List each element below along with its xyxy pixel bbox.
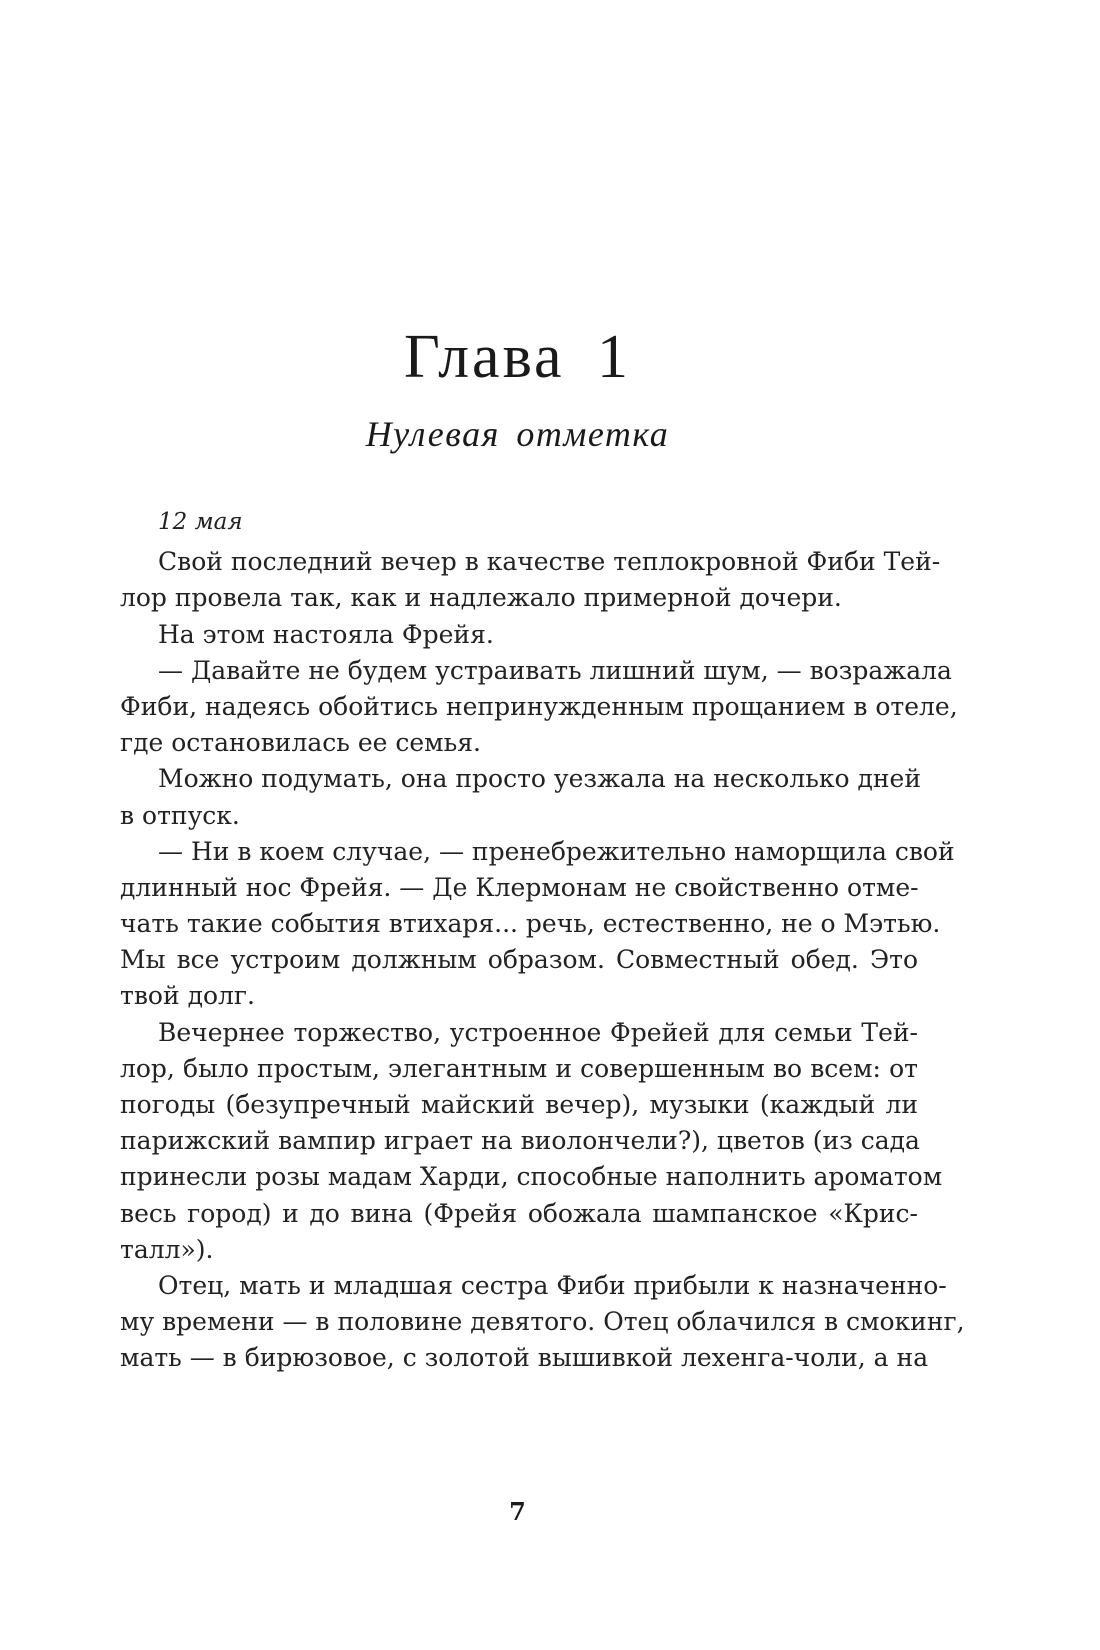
body-text: [120, 504, 965, 1377]
text-line: Фиби, надеясь обойтись непринужденным прощанием в отеле,: [120, 691, 958, 721]
text-line: твой долг.: [120, 981, 255, 1011]
text-line: принесли розы мадам Харди, способные наполнить ароматом: [120, 1162, 943, 1192]
text-line: Свой последний вечер в качестве теплокровной Фиби Тей-: [158, 547, 941, 577]
page-number: 7: [509, 1497, 526, 1526]
text-line: Отец, мать и младшая сестра Фиби прибыли к назначенно-: [158, 1270, 947, 1300]
chapter-title: Глава 1: [403, 323, 632, 391]
text-line: Вечернее торжество, устроенное Фрейей для семьи Тей-: [158, 1017, 918, 1047]
text-line: Мы все устроим должным образом. Совместный обед. Это: [120, 945, 918, 975]
text-line: погоды (безупречный майский вечер), музыки (каждый ли: [120, 1090, 918, 1119]
text-line: лор провела так, как и надлежало примерной дочери.: [120, 583, 842, 613]
text-line: — Давайте не будем устраивать лишний шум, — возражала: [158, 655, 952, 685]
text-line: лор, было простым, элегантным и совершенным во всем: от: [120, 1053, 918, 1083]
text-line: где остановилась ее семья.: [120, 728, 481, 758]
date-heading: 12 мая: [158, 509, 243, 535]
text-line: — Ни в коем случае, — пренебрежительно наморщила свой: [158, 836, 955, 866]
text-line: парижский вампир играет на виолончели?), цветов (из сада: [120, 1126, 920, 1156]
text-line: мать — в бирюзовое, с золотой вышивкой лехенга-чоли, а на: [120, 1343, 929, 1373]
text-line: Можно подумать, она просто уезжала на несколько дней: [158, 764, 921, 794]
text-line: На этом настояла Фрейя.: [158, 619, 494, 649]
paragraph-lines: [120, 544, 965, 1376]
text-line: чать такие события втихаря... речь, естественно, не о Мэтью.: [120, 909, 941, 939]
text-line: весь город) и до вина (Фрейя обожала шампанское «Крис-: [120, 1198, 918, 1228]
text-line: му времени — в половине девятого. Отец облачился в смокинг,: [120, 1307, 965, 1337]
text-line: талл»).: [120, 1234, 214, 1264]
chapter-subtitle: Нулевая отметка: [365, 414, 670, 454]
text-line: длинный нос Фрейя. — Де Клермонам не свойственно отме-: [120, 872, 919, 902]
text-line: в отпуск.: [120, 800, 240, 830]
